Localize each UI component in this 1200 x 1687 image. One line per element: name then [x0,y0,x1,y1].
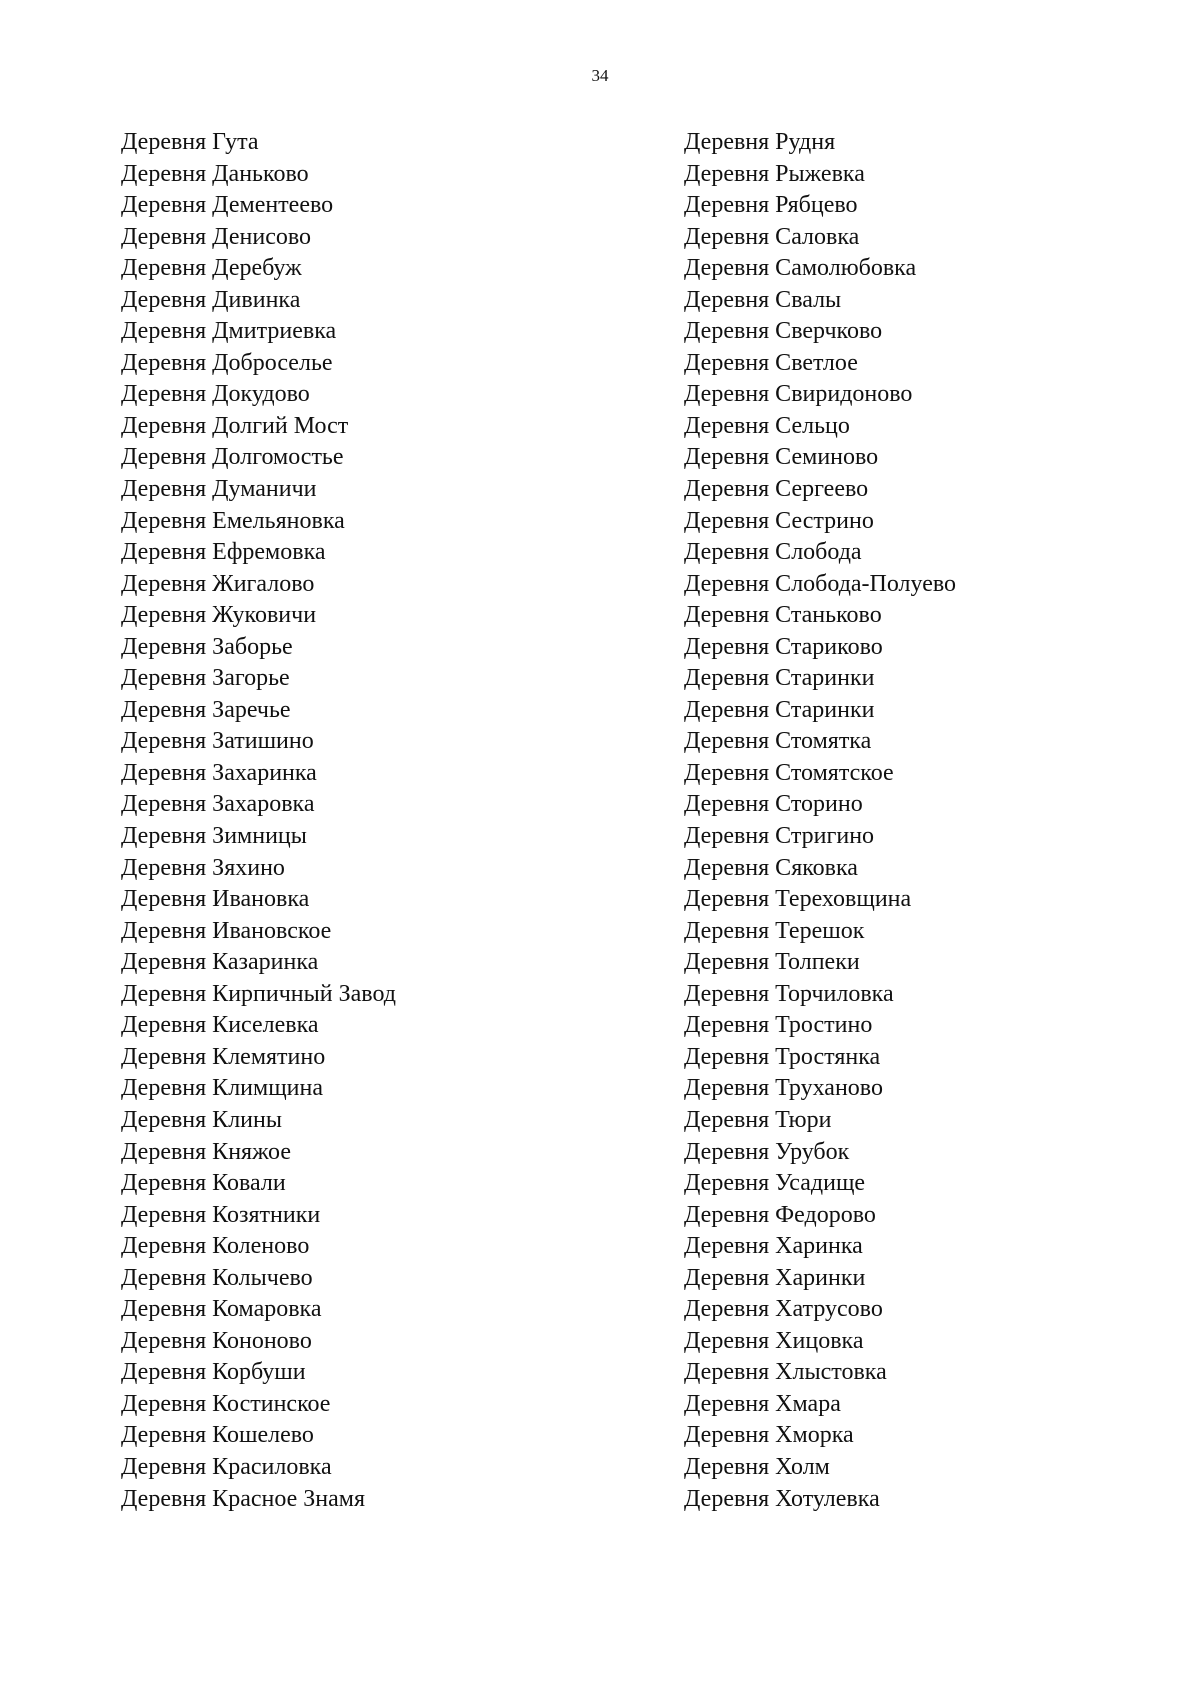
list-item: Деревня Долгомостье [121,444,344,471]
list-item: Деревня Сторино [684,791,863,818]
list-item: Деревня Заборье [121,633,293,660]
list-item: Деревня Тростянка [684,1043,881,1070]
list-item: Деревня Старинки [684,665,875,692]
list-item: Деревня Докудово [121,381,310,408]
list-item: Деревня Комаровка [121,1296,322,1323]
list-item: Деревня Тростино [684,1012,873,1039]
list-item: Деревня Федорово [684,1201,876,1228]
list-item: Деревня Дмитриевка [121,318,337,345]
right-column-list [684,127,956,1515]
left-column-list [121,127,396,1515]
list-item: Деревня Загорье [121,665,290,692]
list-item: Деревня Усадище [684,1170,866,1197]
list-item: Деревня Холм [684,1453,830,1480]
list-item: Деревня Станьково [684,602,882,629]
list-item: Деревня Сяковка [684,854,858,881]
list-item: Деревня Захаровка [121,791,315,818]
list-item: Деревня Рудня [684,129,836,155]
list-item: Деревня Семиново [684,444,879,471]
list-item: Деревня Ковали [121,1170,286,1197]
list-item: Деревня Хлыстовка [684,1359,887,1386]
list-item: Деревня Хморка [684,1422,854,1449]
list-item: Деревня Тюри [684,1106,832,1133]
list-item: Деревня Стариково [684,633,883,660]
list-item: Деревня Деребуж [121,255,302,282]
list-item: Деревня Рыжевка [684,160,865,187]
list-item: Деревня Ивановское [121,917,332,944]
list-item: Деревня Доброселье [121,349,333,376]
list-item: Деревня Рябцево [684,192,858,219]
list-item: Деревня Кирпичный Завод [121,980,396,1007]
list-item: Деревня Сергеево [684,476,869,503]
list-item: Деревня Жуковичи [121,602,317,629]
list-item: Деревня Харинка [684,1233,863,1260]
list-item: Деревня Зяхино [121,854,285,881]
list-item: Деревня Красное Знамя [121,1485,366,1512]
list-item: Деревня Казаринка [121,949,319,976]
list-item: Деревня Зимницы [121,823,307,850]
list-item: Деревня Кошелево [121,1422,314,1449]
list-item: Деревня Гута [121,129,259,155]
list-item: Деревня Саловка [684,223,860,250]
list-item: Деревня Корбуши [121,1359,306,1386]
list-item: Деревня Стомятское [684,759,894,786]
list-item: Деревня Затишино [121,728,314,755]
list-item: Деревня Емельяновка [121,507,345,534]
list-item: Деревня Захаринка [121,759,317,786]
page-number: 34 [591,66,609,85]
list-item: Деревня Самолюбовка [684,255,917,282]
list-item: Деревня Кононово [121,1327,312,1354]
list-item: Деревня Жигалово [121,570,315,597]
list-item: Деревня Стригино [684,823,875,850]
list-item: Деревня Киселевка [121,1012,319,1039]
list-item: Деревня Светлое [684,349,858,376]
list-item: Деревня Хотулевка [684,1485,880,1512]
list-item: Деревня Сверчково [684,318,883,345]
list-item: Деревня Свиридоново [684,381,913,408]
list-item: Деревня Сестрино [684,507,874,534]
list-item: Деревня Колычево [121,1264,313,1291]
list-item: Деревня Слобода-Полуево [684,570,957,597]
list-item: Деревня Коленово [121,1233,310,1260]
list-item: Деревня Хицовка [684,1327,864,1354]
list-item: Деревня Слобода [684,539,862,566]
list-item: Деревня Красиловка [121,1453,332,1480]
list-item: Деревня Думаничи [121,476,317,503]
list-item: Деревня Дивинка [121,286,301,313]
list-item: Деревня Тереховщина [684,886,912,913]
list-item: Деревня Сельцо [684,412,850,439]
list-item: Деревня Козятники [121,1201,321,1228]
list-item: Деревня Денисово [121,223,312,250]
list-item: Деревня Урубок [684,1138,850,1165]
list-item: Деревня Труханово [684,1075,883,1102]
list-item: Деревня Костинское [121,1390,331,1417]
list-item: Деревня Старинки [684,696,875,723]
list-item: Деревня Даньково [121,160,309,187]
list-item: Деревня Княжое [121,1138,292,1165]
list-item: Деревня Долгий Мост [121,412,349,439]
list-item: Деревня Свалы [684,286,842,313]
list-item: Деревня Стомятка [684,728,872,755]
list-item: Деревня Заречье [121,696,291,723]
list-item: Деревня Толпеки [684,949,860,976]
list-item: Деревня Терешок [684,917,865,944]
list-item: Деревня Торчиловка [684,980,894,1007]
list-item: Деревня Ефремовка [121,539,326,566]
list-item: Деревня Хатрусово [684,1296,883,1323]
list-item: Деревня Хмара [684,1390,841,1417]
list-item: Деревня Климщина [121,1075,324,1102]
list-item: Деревня Клемятино [121,1043,326,1070]
list-item: Деревня Клины [121,1106,282,1133]
list-item: Деревня Харинки [684,1264,866,1291]
list-item: Деревня Ивановка [121,886,310,913]
list-item: Деревня Дементеево [121,192,334,219]
